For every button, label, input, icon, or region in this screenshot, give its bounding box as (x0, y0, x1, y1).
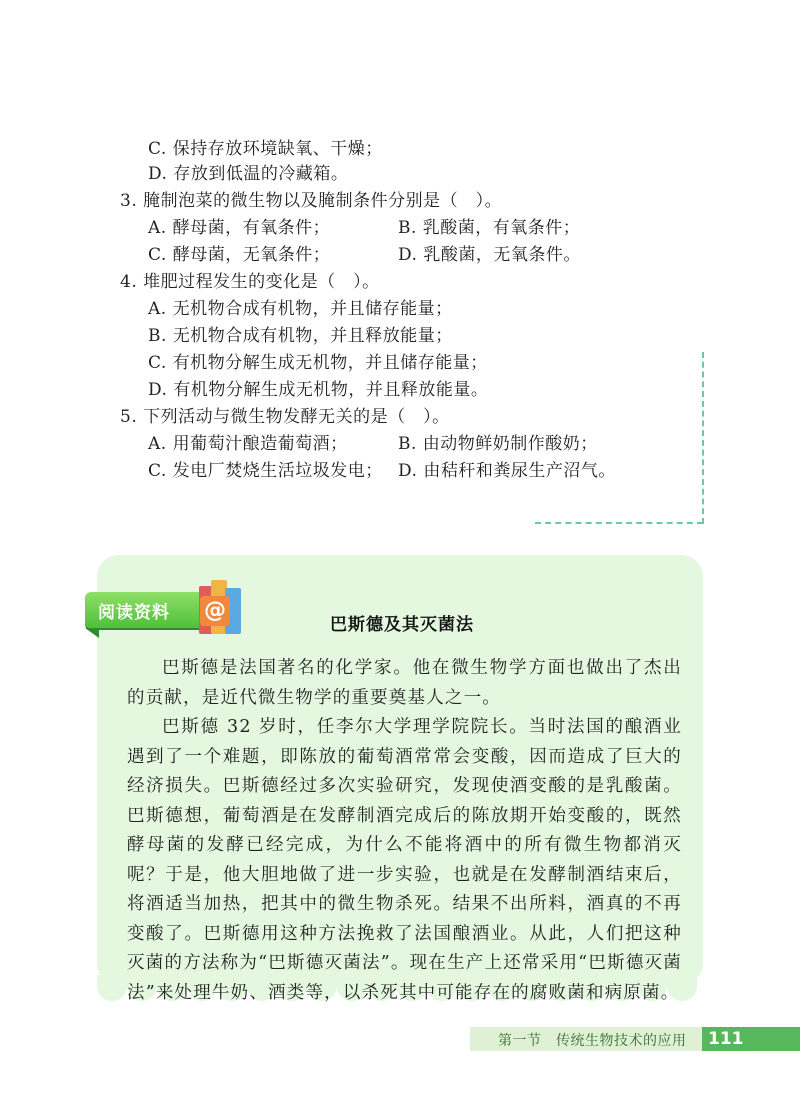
question-4-stem: 4. 堆肥过程发生的变化是（ ）。 (120, 272, 380, 292)
article-title: 巴斯德及其灭菌法 (330, 615, 474, 635)
question-line: D. 由秸秆和粪尿生产沼气。 (398, 461, 616, 481)
page-number: 111 (708, 1029, 744, 1049)
footer-section-title: 第一节 传统生物技术的应用 (498, 1033, 687, 1049)
question-3-stem: 3. 腌制泡菜的微生物以及腌制条件分别是（ ）。 (120, 191, 503, 211)
question-line: C. 发电厂焚烧生活垃圾发电； (148, 461, 383, 481)
question-line: D. 乳酸菌，无氧条件。 (398, 245, 581, 265)
question-5-stem: 5. 下列活动与微生物发酵无关的是（ ）。 (120, 407, 450, 427)
question-line: D. 有机物分解生成无机物，并且释放能量。 (148, 380, 489, 400)
question-line: A. 酵母菌，有氧条件； (148, 218, 331, 238)
question-line: A. 用葡萄汁酿造葡萄酒； (148, 434, 348, 454)
question-line: C. 有机物分解生成无机物，并且储存能量； (148, 353, 488, 373)
at-icon: @ (200, 596, 230, 626)
paragraph-1: 巴斯德是法国著名的化学家。他在微生物学方面也做出了杰出的贡献，是近代微生物学的重要奠基人之一。 (127, 658, 682, 708)
dashed-border-vertical (702, 352, 704, 524)
question-line: B. 由动物鲜奶制作酸奶； (398, 434, 598, 454)
question-line: B. 无机物合成有机物，并且释放能量； (148, 326, 453, 346)
question-line: D. 存放到低温的冷藏箱。 (148, 164, 349, 184)
reading-label: 阅读资料 (98, 603, 170, 623)
question-line: C. 保持存放环境缺氧、干燥； (148, 139, 383, 159)
ribbon-fold (85, 628, 99, 638)
dashed-border-horizontal (535, 522, 703, 524)
question-line: B. 乳酸菌，有氧条件； (398, 218, 581, 238)
question-line: A. 无机物合成有机物，并且储存能量； (148, 299, 453, 319)
question-line: C. 酵母菌，无氧条件； (148, 245, 331, 265)
paragraph-2: 巴斯德 32 岁时，任李尔大学理学院院长。当时法国的酿酒业遇到了一个难题，即陈放的葡萄酒常常会变酸，因而造成了巨大的经济损失。巴斯德经过多次实验研究，发现使酒变酸的是乳酸菌。巴斯德想，葡萄酒是在发酵制酒完成后的陈放期开始变酸的，既然酵母菌的发酵已经完成，为什么不能将酒中的所有微生物都消灭呢？于是，他大胆地做了进一步实验，也就是在发酵制酒结束后，将酒适当加热，把其中的微生物杀死。结果不出所料，酒真的不再变酸了。巴斯德用这种方法挽救了法国酿酒业。从此，人们把这种灭菌的方法称为“巴斯德灭菌法”。现在生产上还常采用“巴斯德灭菌法”来处理牛奶、酒类等，以杀死其中可能存在的腐败菌和病原菌。 (127, 717, 682, 1003)
